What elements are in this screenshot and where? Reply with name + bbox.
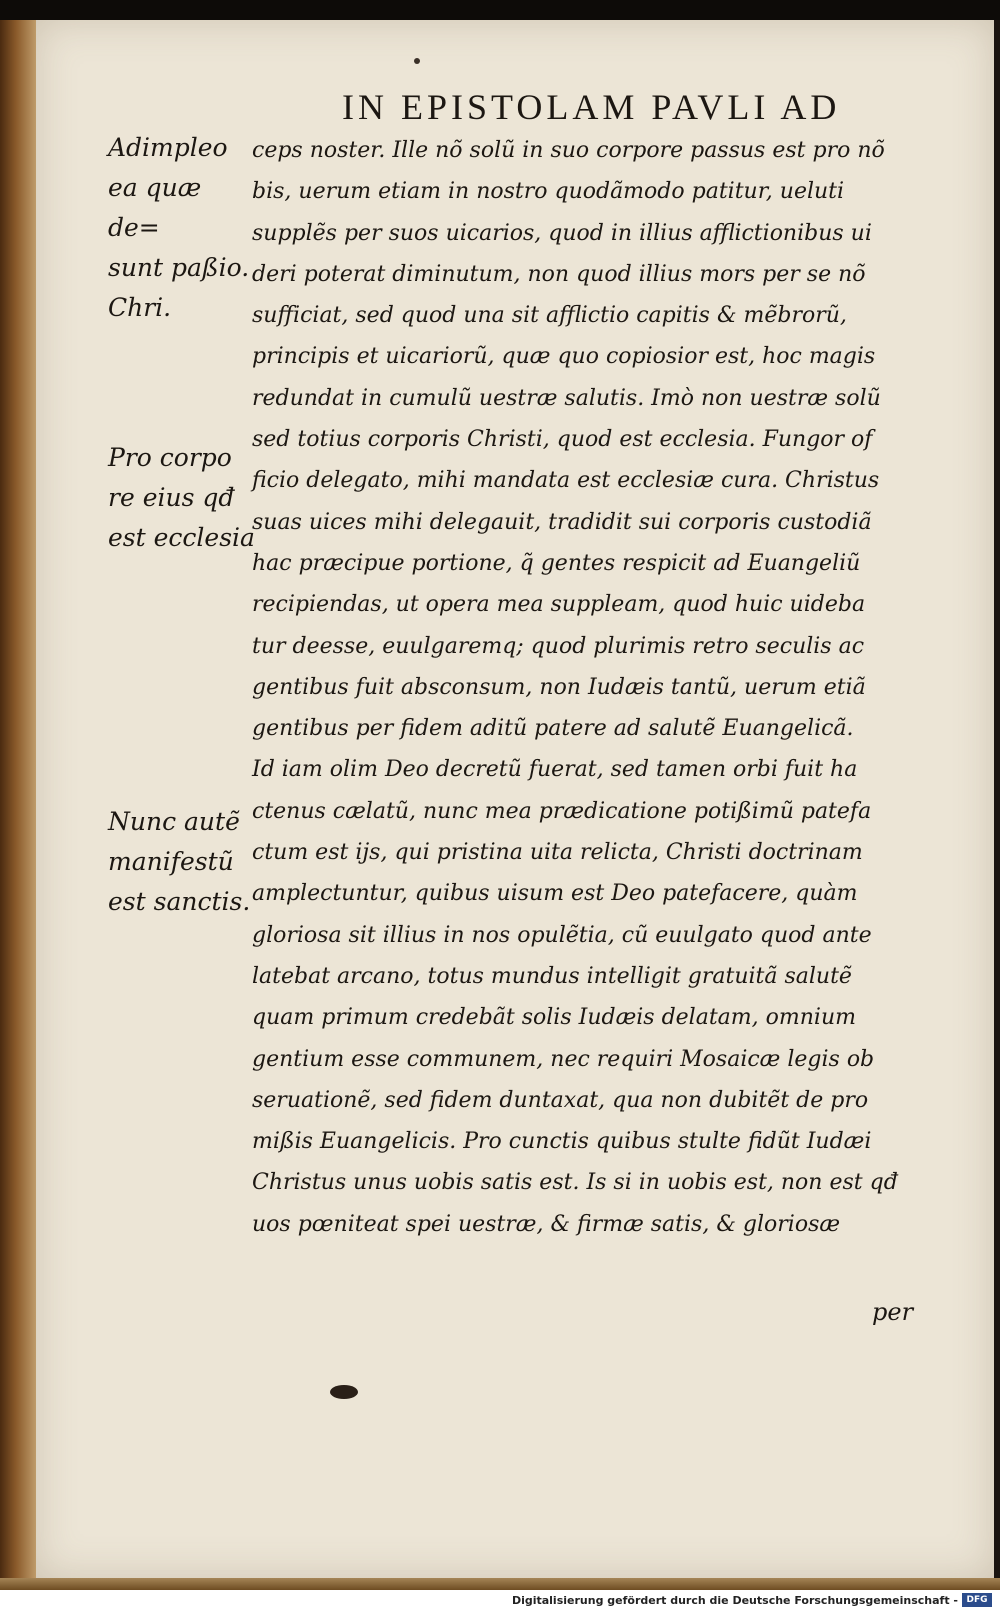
book-bottom-edge [0, 1578, 1000, 1590]
text-line: gentibus fuit absconsum, non Iudæis tantũ, uerum etiã [252, 674, 866, 700]
text-line: Christus unus uobis satis est. Is si in uobis est, non est qđ [252, 1170, 898, 1196]
running-head: IN EPISTOLAM PAVLI AD [342, 87, 841, 127]
text-line: seruationẽ, sed fidem duntaxat, qua non dubitẽt de pro [252, 1087, 869, 1113]
text-line: redundat in cumulũ uestræ salutis. Imò non uestræ solũ [252, 385, 881, 411]
text-line: gentibus per fidem aditũ patere ad salutẽ Euangelicã. [252, 716, 854, 742]
text-line: amplectuntur, quibus uisum est Deo patefacere, quàm [252, 881, 858, 907]
body-text [252, 130, 952, 1245]
margin-note-pro-corpore: Pro corpo re eius qđ est ecclesia [108, 443, 255, 552]
text-line: Id iam olim Deo decretũ fuerat, sed tamen orbi fuit ha [252, 757, 858, 783]
text-line: ctenus cælatũ, nunc mea prædicatione potißimũ patefa [252, 798, 872, 824]
margin-note-nunc-aute: Nunc autẽ manifestũ est sanctis. [108, 807, 251, 916]
text-line: deri poterat diminutum, non quod illius mors per se nõ [252, 261, 866, 287]
book-edge-right [994, 20, 1000, 1580]
catchword: per [872, 1298, 914, 1326]
text-line: supplẽs per suos uicarios, quod in illius afflictionibus ui [252, 220, 872, 246]
text-line: ficio delegato, mihi mandata est ecclesiæ cura. Christus [252, 468, 880, 494]
text-line: quam primum credebãt solis Iudæis delatam, omnium [252, 1005, 856, 1031]
text-line: suas uices mihi delegauit, tradidit sui corporis custodiã [252, 509, 872, 535]
book-edge-left [0, 20, 40, 1580]
ink-blot [330, 1385, 358, 1399]
dfg-logo-icon: DFG [962, 1593, 992, 1607]
text-line: sufficiat, sed quod una sit afflictio capitis & mẽbrorũ, [252, 303, 847, 329]
text-line: hac præcipue portione, q̃ gentes respicit ad Euangeliũ [252, 550, 861, 576]
text-line: gloriosa sit illius in nos opulẽtia, cũ euulgato quod ante [252, 922, 872, 948]
text-line: latebat arcano, totus mundus intelligit gratuitã salutẽ [252, 963, 852, 989]
text-line: tur deesse, euulgaremq; quod plurimis retro seculis ac [252, 633, 865, 659]
text-line: mißis Euangelicis. Pro cunctis quibus stulte fidũt Iudæi [252, 1129, 872, 1155]
digitization-credit: Digitalisierung gefördert durch die Deutsche Forschungsgemeinschaft - [511, 1594, 958, 1607]
text-line: ctum est ijs, qui pristina uita relicta, Christi doctrinam [252, 840, 863, 866]
text-line: sed totius corporis Christi, quod est ecclesia. Fungor of [252, 427, 873, 453]
text-line: recipiendas, ut opera mea suppleam, quod huic uideba [252, 592, 866, 618]
text-line: principis et uicariorũ, quæ quo copiosior est, hoc magis [252, 344, 876, 370]
text-line: ceps noster. Ille nõ solũ in suo corpore passus est pro nõ [252, 138, 885, 163]
text-line: gentium esse communem, nec requiri Mosaicæ legis ob [252, 1046, 875, 1072]
margin-note-adimpleo: Adimpleo ea quæ de= sunt paßio. Chri. [108, 133, 250, 322]
signature-mark [414, 58, 420, 64]
text-line: bis, uerum etiam in nostro quodãmodo patitur, ueluti [252, 179, 845, 205]
text-line: uos pœniteat spei uestræ, & firmæ satis, & gloriosæ [252, 1211, 841, 1237]
